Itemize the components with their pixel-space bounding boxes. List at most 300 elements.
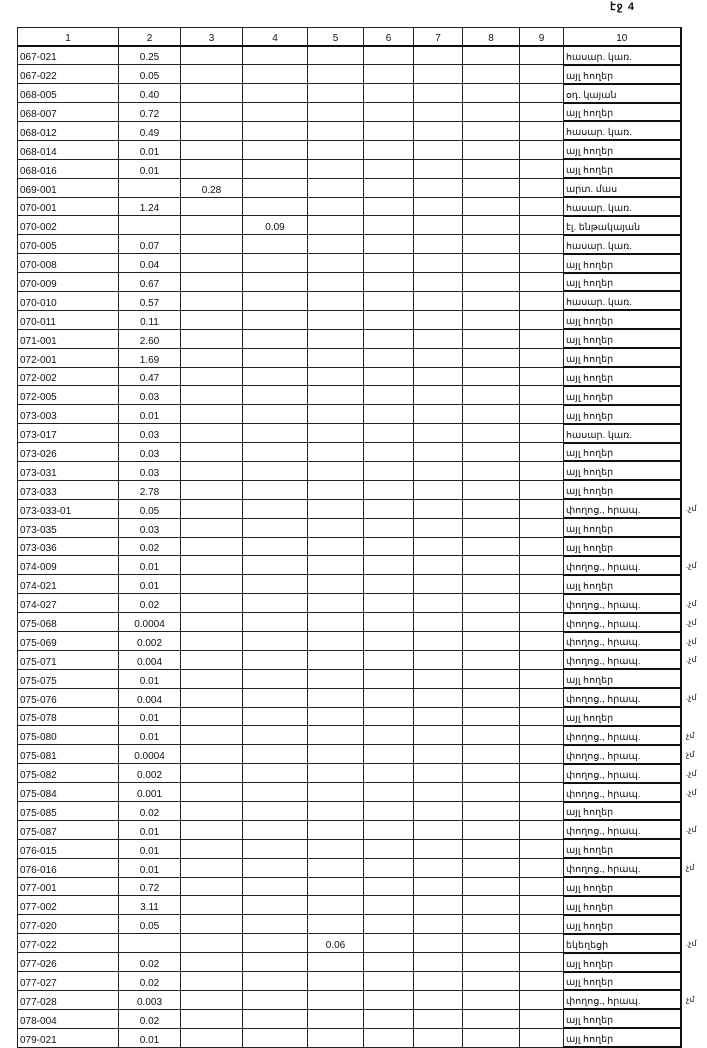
cell-col-10: այլ հողեր <box>564 896 681 915</box>
cell-col-6 <box>364 972 414 991</box>
cell-col-8 <box>463 140 520 159</box>
cell-col-4 <box>243 858 308 877</box>
cell-col-3 <box>181 461 243 480</box>
margin-note: չմ <box>686 730 695 740</box>
cell-col-5 <box>308 348 364 367</box>
cell-col-2: 0.0004 <box>119 745 181 764</box>
cell-col-2: 0.001 <box>119 783 181 802</box>
cell-col-8 <box>463 84 520 103</box>
cell-col-7 <box>414 556 463 575</box>
cell-col-9 <box>520 84 564 103</box>
cell-col-7 <box>414 688 463 707</box>
cell-col-5 <box>308 84 364 103</box>
cell-col-9 <box>520 783 564 802</box>
cell-col-4 <box>243 745 308 764</box>
cell-col-8 <box>463 216 520 235</box>
cell-col-8 <box>463 896 520 915</box>
cell-col-10: հասար. կառ. <box>564 235 681 254</box>
table-row <box>18 1028 681 1047</box>
cell-col-7 <box>414 575 463 594</box>
table-row <box>18 140 681 159</box>
cell-col-1: 072-001 <box>18 348 119 367</box>
cell-col-10: այլ հողեր <box>564 329 681 348</box>
cell-col-4 <box>243 575 308 594</box>
cell-col-3 <box>181 688 243 707</box>
cell-col-9 <box>520 424 564 443</box>
cell-col-8 <box>463 745 520 764</box>
margin-note: .չմ <box>686 655 697 665</box>
cell-col-9 <box>520 915 564 934</box>
cell-col-10: այլ հողեր <box>564 405 681 424</box>
cell-col-2: 0.01 <box>119 820 181 839</box>
cell-col-8 <box>463 348 520 367</box>
cell-col-2: 1.24 <box>119 197 181 216</box>
cell-col-7 <box>414 178 463 197</box>
margin-note: .չմ <box>686 938 697 948</box>
cell-col-4 <box>243 1028 308 1047</box>
cell-col-2: 0.02 <box>119 802 181 821</box>
cell-col-5 <box>308 159 364 178</box>
cell-col-9 <box>520 103 564 122</box>
cell-col-10: այլ հողեր <box>564 707 681 726</box>
table-row <box>18 594 681 613</box>
cell-col-7 <box>414 594 463 613</box>
cell-col-1: 073-036 <box>18 537 119 556</box>
cell-col-5 <box>308 443 364 462</box>
cell-col-5 <box>308 480 364 499</box>
cell-col-6 <box>364 273 414 292</box>
cell-col-1: 073-033-01 <box>18 499 119 518</box>
cell-col-2: 0.01 <box>119 140 181 159</box>
cell-col-9 <box>520 461 564 480</box>
table-row <box>18 480 681 499</box>
cell-col-6 <box>364 802 414 821</box>
cell-col-3 <box>181 386 243 405</box>
cell-col-3 <box>181 934 243 953</box>
cell-col-7 <box>414 839 463 858</box>
cell-col-9 <box>520 65 564 84</box>
cell-col-3 <box>181 594 243 613</box>
cell-col-5 <box>308 972 364 991</box>
table-row <box>18 820 681 839</box>
cell-col-4 <box>243 839 308 858</box>
cell-col-5 <box>308 820 364 839</box>
cell-col-2 <box>119 178 181 197</box>
cell-col-10: այլ հողեր <box>564 273 681 292</box>
cell-col-3 <box>181 783 243 802</box>
cell-col-3 <box>181 820 243 839</box>
cell-col-9 <box>520 197 564 216</box>
cell-col-5 <box>308 140 364 159</box>
cell-col-3 <box>181 726 243 745</box>
cell-col-3 <box>181 405 243 424</box>
cell-col-8 <box>463 197 520 216</box>
cell-col-9 <box>520 839 564 858</box>
cell-col-1: 073-033 <box>18 480 119 499</box>
cell-col-10: այլ հողեր <box>564 310 681 329</box>
cell-col-3: 0.28 <box>181 178 243 197</box>
cell-col-1: 073-035 <box>18 518 119 537</box>
table-row <box>18 575 681 594</box>
cell-col-1: 070-009 <box>18 273 119 292</box>
cell-col-6 <box>364 443 414 462</box>
cell-col-7 <box>414 46 463 65</box>
cell-col-1: 070-008 <box>18 254 119 273</box>
cell-col-8 <box>463 877 520 896</box>
cell-col-6 <box>364 632 414 651</box>
cell-col-2: 0.03 <box>119 461 181 480</box>
cell-col-3 <box>181 802 243 821</box>
header-col-5: 5 <box>308 28 364 46</box>
cell-col-4 <box>243 329 308 348</box>
cell-col-9 <box>520 820 564 839</box>
cell-col-2: 0.01 <box>119 669 181 688</box>
cell-col-6 <box>364 820 414 839</box>
cell-col-2 <box>119 934 181 953</box>
cell-col-2: 0.02 <box>119 972 181 991</box>
cell-col-10: փողոց., հրապ. չմ <box>564 990 681 1009</box>
cell-col-5 <box>308 178 364 197</box>
cell-col-9 <box>520 480 564 499</box>
cell-col-6 <box>364 934 414 953</box>
table-row <box>18 329 681 348</box>
cell-col-1: 070-001 <box>18 197 119 216</box>
cell-col-8 <box>463 632 520 651</box>
cell-col-2: 0.05 <box>119 499 181 518</box>
cell-col-3 <box>181 480 243 499</box>
table-row <box>18 84 681 103</box>
cell-col-3 <box>181 140 243 159</box>
cell-col-9 <box>520 291 564 310</box>
cell-col-9 <box>520 159 564 178</box>
cell-col-10: էլ. ենթակայան <box>564 216 681 235</box>
table-row <box>18 953 681 972</box>
cell-col-4 <box>243 103 308 122</box>
cell-col-9 <box>520 273 564 292</box>
cell-col-8 <box>463 367 520 386</box>
margin-note: .չմ <box>686 504 697 514</box>
margin-note: .չմ <box>686 693 697 703</box>
cell-col-8 <box>463 820 520 839</box>
margin-note: .չմ <box>686 560 697 570</box>
cell-col-4 <box>243 310 308 329</box>
cell-col-1: 077-001 <box>18 877 119 896</box>
cell-col-1: 070-002 <box>18 216 119 235</box>
cell-col-5 <box>308 216 364 235</box>
cell-col-2: 0.40 <box>119 84 181 103</box>
cell-col-2: 0.004 <box>119 650 181 669</box>
cell-col-6 <box>364 310 414 329</box>
cell-col-3 <box>181 254 243 273</box>
cell-col-2: 3.11 <box>119 896 181 915</box>
cell-col-7 <box>414 990 463 1009</box>
cell-col-6 <box>364 329 414 348</box>
cell-col-9 <box>520 518 564 537</box>
cell-col-8 <box>463 915 520 934</box>
cell-col-8 <box>463 707 520 726</box>
cell-col-10: այլ հողեր <box>564 537 681 556</box>
cell-col-8 <box>463 461 520 480</box>
cell-col-5 <box>308 613 364 632</box>
cell-col-5 <box>308 669 364 688</box>
cell-col-4 <box>243 877 308 896</box>
cell-col-9 <box>520 613 564 632</box>
cell-col-9 <box>520 386 564 405</box>
cell-col-3 <box>181 707 243 726</box>
cell-col-3 <box>181 877 243 896</box>
cell-col-4 <box>243 613 308 632</box>
cell-col-4 <box>243 820 308 839</box>
cell-col-2: 0.11 <box>119 310 181 329</box>
cell-col-4 <box>243 802 308 821</box>
table-body <box>18 46 697 1047</box>
cell-col-10: այլ հողեր <box>564 1009 681 1028</box>
cell-col-7 <box>414 443 463 462</box>
cell-col-4 <box>243 367 308 386</box>
cell-col-3 <box>181 291 243 310</box>
cell-col-3 <box>181 216 243 235</box>
cell-col-2: 0.02 <box>119 1009 181 1028</box>
cell-col-9 <box>520 348 564 367</box>
cell-col-5 <box>308 329 364 348</box>
table-row <box>18 367 681 386</box>
cell-col-2: 0.72 <box>119 103 181 122</box>
cell-col-9 <box>520 537 564 556</box>
cell-col-8 <box>463 726 520 745</box>
cell-col-10: այլ հողեր <box>564 839 681 858</box>
cell-col-3 <box>181 537 243 556</box>
cell-col-9 <box>520 140 564 159</box>
cell-col-9 <box>520 235 564 254</box>
cell-col-3 <box>181 632 243 651</box>
cell-col-9 <box>520 367 564 386</box>
cell-col-3 <box>181 915 243 934</box>
table-row <box>18 669 681 688</box>
table-row <box>18 254 681 273</box>
cell-col-3 <box>181 367 243 386</box>
cell-col-4 <box>243 65 308 84</box>
cell-col-6 <box>364 461 414 480</box>
cell-col-1: 072-005 <box>18 386 119 405</box>
cell-col-9 <box>520 594 564 613</box>
cell-col-1: 077-027 <box>18 972 119 991</box>
cell-col-5 <box>308 990 364 1009</box>
cell-col-10: հասար. կառ. <box>564 121 681 140</box>
cell-col-6 <box>364 613 414 632</box>
cell-col-1: 068-016 <box>18 159 119 178</box>
cell-col-8 <box>463 159 520 178</box>
cell-col-4 <box>243 934 308 953</box>
cell-col-10: այլ հողեր <box>564 103 681 122</box>
cell-col-4 <box>243 291 308 310</box>
cell-col-3 <box>181 65 243 84</box>
cell-col-4 <box>243 1009 308 1028</box>
margin-note: չմ <box>686 863 695 873</box>
cell-col-1: 075-069 <box>18 632 119 651</box>
cell-col-5 <box>308 575 364 594</box>
header-col-10: 10 <box>564 28 681 46</box>
cell-col-10: այլ հողեր <box>564 877 681 896</box>
cell-col-7 <box>414 348 463 367</box>
cell-col-7 <box>414 877 463 896</box>
cell-col-6 <box>364 121 414 140</box>
cell-col-5 <box>308 556 364 575</box>
table-row <box>18 726 681 745</box>
cell-col-1: 075-084 <box>18 783 119 802</box>
cell-col-4: 0.09 <box>243 216 308 235</box>
cell-col-9 <box>520 726 564 745</box>
cell-col-5 <box>308 518 364 537</box>
header-col-9: 9 <box>520 28 564 46</box>
cell-col-9 <box>520 121 564 140</box>
cell-col-10: հասար. կառ. <box>564 197 681 216</box>
cell-col-2: 0.003 <box>119 990 181 1009</box>
cell-col-6 <box>364 254 414 273</box>
cell-col-8 <box>463 650 520 669</box>
cell-col-7 <box>414 480 463 499</box>
cell-col-4 <box>243 424 308 443</box>
cell-col-6 <box>364 745 414 764</box>
table-row <box>18 934 681 953</box>
cell-col-2: 0.07 <box>119 235 181 254</box>
cell-col-3 <box>181 103 243 122</box>
table-row <box>18 291 681 310</box>
cell-col-8 <box>463 802 520 821</box>
margin-note: .չմ <box>686 598 697 608</box>
header-col-4: 4 <box>243 28 308 46</box>
cell-col-10: փողոց., հրապ. չմ <box>564 745 681 764</box>
cell-col-6 <box>364 348 414 367</box>
cell-col-7 <box>414 367 463 386</box>
cell-col-8 <box>463 953 520 972</box>
cell-col-10: այլ հողեր <box>564 140 681 159</box>
cell-col-7 <box>414 953 463 972</box>
cell-col-7 <box>414 140 463 159</box>
cell-col-8 <box>463 990 520 1009</box>
cell-col-3 <box>181 197 243 216</box>
cell-col-2: 0.01 <box>119 405 181 424</box>
cell-col-1: 075-085 <box>18 802 119 821</box>
cell-col-8 <box>463 688 520 707</box>
cell-col-5 <box>308 197 364 216</box>
cell-col-8 <box>463 235 520 254</box>
cell-col-7 <box>414 65 463 84</box>
cell-col-7 <box>414 103 463 122</box>
cell-col-7 <box>414 650 463 669</box>
cell-col-1: 075-087 <box>18 820 119 839</box>
cell-col-10: փողոց., հրապ. .չմ <box>564 764 681 783</box>
cell-col-6 <box>364 1028 414 1047</box>
cell-col-7 <box>414 707 463 726</box>
cell-col-8 <box>463 1009 520 1028</box>
land-parcel-table <box>17 27 697 1048</box>
cell-col-1: 074-009 <box>18 556 119 575</box>
margin-note: .չմ <box>686 787 697 797</box>
table-row <box>18 537 681 556</box>
cell-col-4 <box>243 556 308 575</box>
cell-col-1: 073-017 <box>18 424 119 443</box>
cell-col-8 <box>463 103 520 122</box>
cell-col-1: 076-016 <box>18 858 119 877</box>
cell-col-3 <box>181 990 243 1009</box>
cell-col-10: փողոց., հրապ. .չմ <box>564 632 681 651</box>
cell-col-8 <box>463 329 520 348</box>
cell-col-5 <box>308 839 364 858</box>
cell-col-10: եկեղեցի .չմ <box>564 934 681 953</box>
cell-col-8 <box>463 480 520 499</box>
cell-col-10: այլ հողեր <box>564 802 681 821</box>
cell-col-9 <box>520 707 564 726</box>
cell-col-9 <box>520 764 564 783</box>
cell-col-4 <box>243 518 308 537</box>
cell-col-4 <box>243 461 308 480</box>
cell-col-8 <box>463 575 520 594</box>
cell-col-9 <box>520 632 564 651</box>
cell-col-7 <box>414 405 463 424</box>
cell-col-6 <box>364 707 414 726</box>
cell-col-3 <box>181 858 243 877</box>
cell-col-2: 0.004 <box>119 688 181 707</box>
header-col-1: 1 <box>18 28 119 46</box>
cell-col-5 <box>308 802 364 821</box>
margin-note: .չմ <box>686 825 697 835</box>
header-col-6: 6 <box>364 28 414 46</box>
cell-col-3 <box>181 650 243 669</box>
cell-col-10: փողոց., հրապ. .չմ <box>564 650 681 669</box>
cell-col-10: հասար. կառ. <box>564 424 681 443</box>
cell-col-1: 073-003 <box>18 405 119 424</box>
cell-col-7 <box>414 632 463 651</box>
table-row <box>18 461 681 480</box>
cell-col-6 <box>364 140 414 159</box>
cell-col-4 <box>243 915 308 934</box>
header-col-3: 3 <box>181 28 243 46</box>
cell-col-4 <box>243 594 308 613</box>
cell-col-3 <box>181 556 243 575</box>
cell-col-1: 073-026 <box>18 443 119 462</box>
cell-col-4 <box>243 707 308 726</box>
cell-col-4 <box>243 783 308 802</box>
cell-col-2: 0.03 <box>119 386 181 405</box>
cell-col-10: փողոց., հրապ. չմ <box>564 858 681 877</box>
cell-col-7 <box>414 518 463 537</box>
cell-col-10: այլ հողեր <box>564 915 681 934</box>
cell-col-3 <box>181 159 243 178</box>
cell-col-7 <box>414 1009 463 1028</box>
cell-col-4 <box>243 386 308 405</box>
cell-col-10: հասար. կառ. <box>564 291 681 310</box>
cell-col-4 <box>243 178 308 197</box>
table-row <box>18 159 681 178</box>
cell-col-7 <box>414 254 463 273</box>
table-row <box>18 273 681 292</box>
cell-col-4 <box>243 46 308 65</box>
cell-col-3 <box>181 121 243 140</box>
cell-col-7 <box>414 745 463 764</box>
cell-col-3 <box>181 518 243 537</box>
page-number: էջ 4 <box>610 1 635 13</box>
cell-col-2: 0.05 <box>119 915 181 934</box>
table-row <box>18 915 681 934</box>
cell-col-6 <box>364 688 414 707</box>
cell-col-5 <box>308 783 364 802</box>
cell-col-3 <box>181 764 243 783</box>
cell-col-5 <box>308 254 364 273</box>
cell-col-6 <box>364 291 414 310</box>
table-row <box>18 650 681 669</box>
cell-col-9 <box>520 46 564 65</box>
cell-col-5 <box>308 764 364 783</box>
